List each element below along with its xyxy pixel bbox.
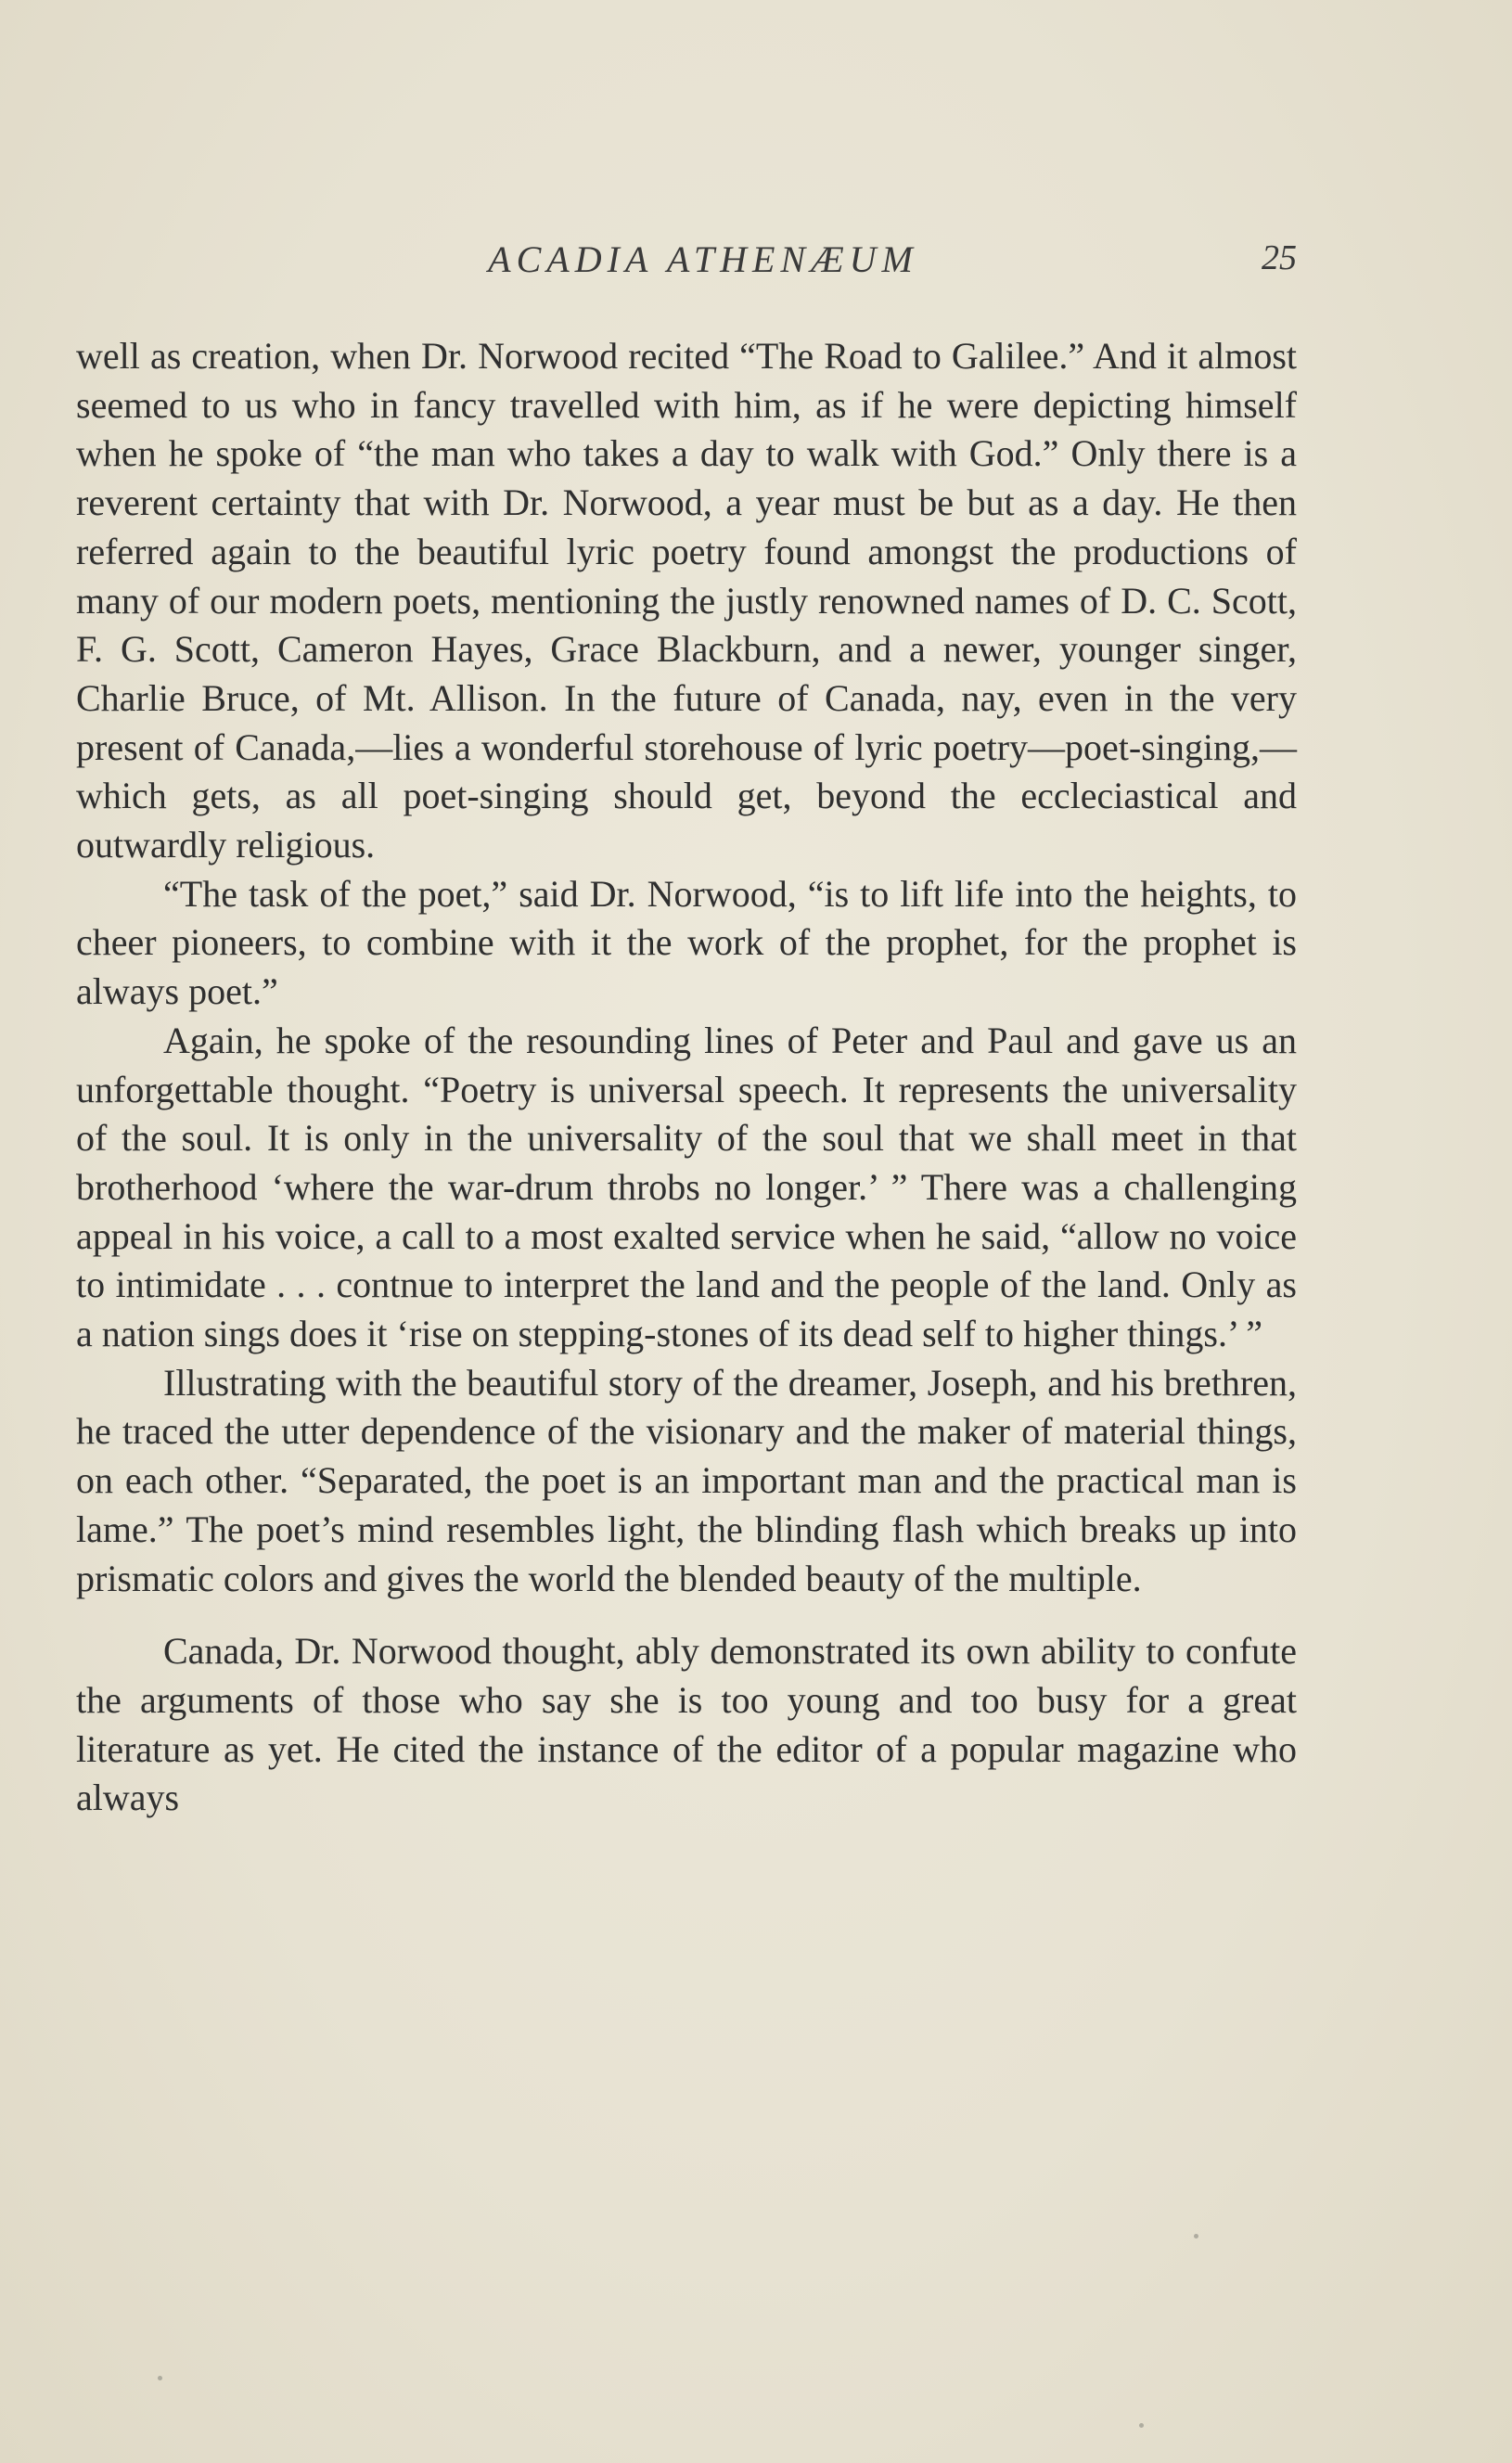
scan-speck [1194, 2234, 1198, 2239]
scan-speck [158, 2376, 162, 2380]
paragraph-peter-and-paul: Again, he spoke of the resounding lines of Peter and Paul and gave us an unforgettable thought. “Poetry is universal speech. It represents the universality of the soul. It is only in the universality of the soul that we shall meet in that brotherhood ‘where the war-drum throbs no longer.’ ” There was a challenging appeal in his voice, a call to a most exalted service when he said, “allow no voice to intimidate . . . contnue to interpret the land and the people of the land. Only as a nation sings does it ‘rise on stepping-stones of its dead self to higher things.’ ” [76, 1019, 1297, 1355]
running-title: ACADIA ATHENÆUM [488, 238, 918, 280]
page-number: 25 [1262, 238, 1297, 277]
paragraph-quote-task-of-poet: “The task of the poet,” said Dr. Norwood, “is to lift life into the heights, to cheer pioneers, to combine with it the work of the prophet, for the prophet is always poet.” [76, 872, 1297, 1013]
scan-speck [1139, 2423, 1144, 2428]
article-body [76, 332, 1297, 1823]
paragraph-joseph-illustration: Illustrating with the beautiful story of the dreamer, Joseph, and his brethren, he traced the utter dependence of the visionary and the maker of material things, on each other. “Separated, the poet is an important man and the practical man is lame.” The poet’s mind resembles light, the blinding flash which breaks up into prismatic colors and gives the world the blended beauty of the multiple. [76, 1361, 1297, 1599]
paragraph-continuation: well as creation, when Dr. Norwood recited “The Road to Galilee.” And it almost seemed to us who in fancy travelled with him, as if he were depicting himself when he spoke of “the man who takes a day to walk with God.” Only there is a reverent certainty that with Dr. Norwood, a year must be but as a day. He then referred again to the beautiful lyric poetry found amongst the productions of many of our modern poets, mentioning the justly renowned names of D. C. Scott, F. G. Scott, Cameron Hayes, Grace Blackburn, and a newer, younger singer, Charlie Bruce, of Mt. Allison. In the future of Canada, nay, even in the very present of Canada,—lies a wonderful storehouse of lyric poetry—poet-singing,—which gets, as all poet-singing should get, beyond the eccleciastical and outwardly religious. [76, 335, 1297, 866]
page-header [76, 237, 1297, 289]
paragraph-canada-literature: Canada, Dr. Norwood thought, ably demonstrated its own ability to confute the arguments of those who say she is too young and too busy for a great literature as yet. He cited the instance of the editor of a popular magazine who always [76, 1630, 1297, 1819]
